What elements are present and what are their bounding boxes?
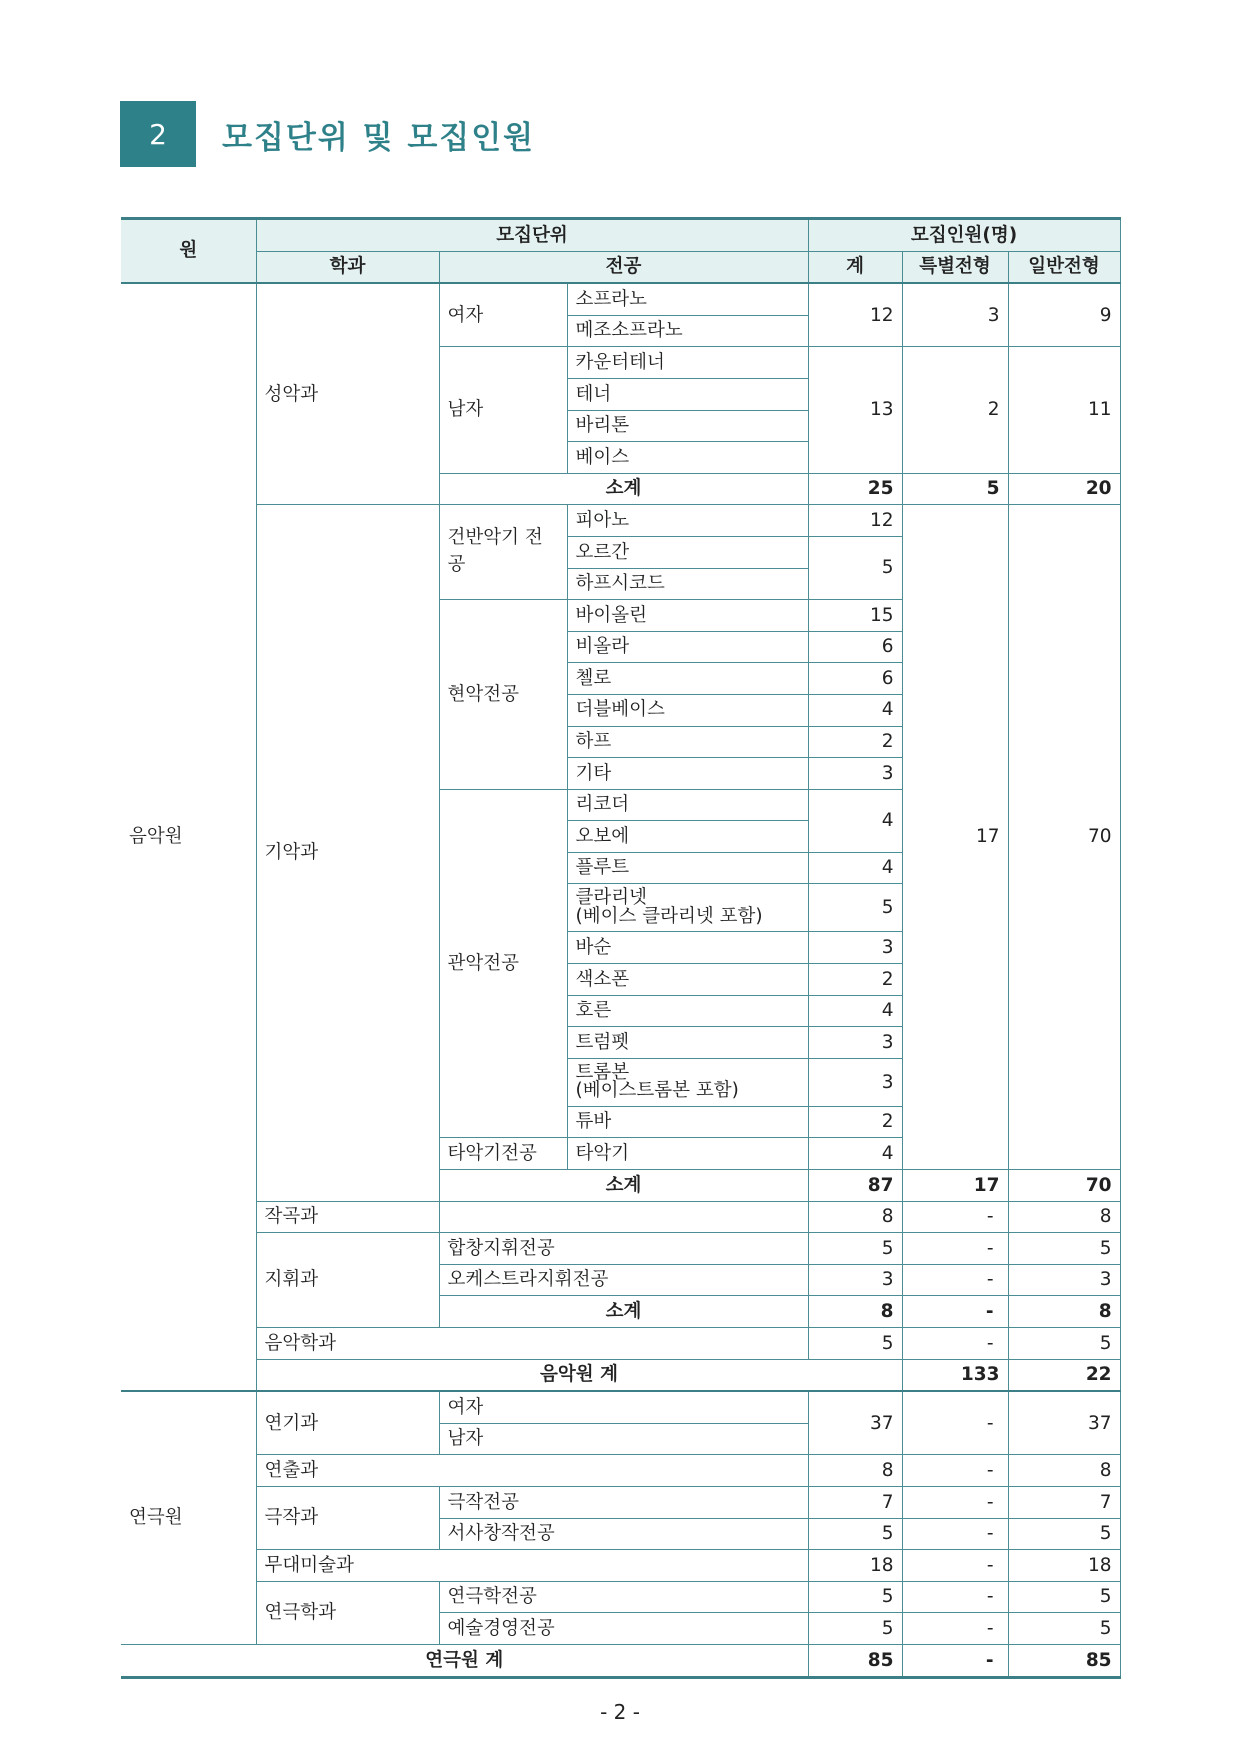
total-label: 음악원 계 bbox=[256, 1359, 902, 1391]
count-general: 5 bbox=[1008, 1328, 1120, 1360]
count-special: - bbox=[902, 1391, 1008, 1455]
count-special: - bbox=[902, 1644, 1008, 1677]
major-strings: 현악전공 bbox=[439, 600, 567, 790]
part-name: 오르간 bbox=[567, 536, 808, 568]
count-total: 12 bbox=[808, 505, 902, 537]
count-total: 85 bbox=[808, 1644, 902, 1677]
dept-directing: 연출과 bbox=[256, 1455, 808, 1487]
dept-musicology: 음악학과 bbox=[256, 1328, 808, 1360]
won-drama: 연극원 bbox=[121, 1391, 256, 1644]
count-general: 3 bbox=[1008, 1264, 1120, 1296]
part-name: 메조소프라노 bbox=[567, 315, 808, 347]
dept-instrumental: 기악과 bbox=[256, 505, 439, 1201]
major-name: 예술경영전공 bbox=[439, 1613, 808, 1645]
total-row bbox=[121, 1359, 1120, 1391]
table-row bbox=[121, 1201, 1120, 1233]
part-name: 기타 bbox=[567, 758, 808, 790]
count-general: 85 bbox=[1008, 1644, 1120, 1677]
count-special: - bbox=[902, 1455, 1008, 1487]
major-name: 연극학전공 bbox=[439, 1581, 808, 1613]
count-total: 4 bbox=[808, 694, 902, 726]
count-total: 4 bbox=[808, 789, 902, 852]
header-dept: 학과 bbox=[256, 251, 439, 283]
part-name: 첼로 bbox=[567, 663, 808, 695]
part-name: 트럼펫 bbox=[567, 1027, 808, 1059]
part-name: 오보에 bbox=[567, 821, 808, 853]
count-total: 3 bbox=[808, 1264, 902, 1296]
part-name: 베이스 bbox=[567, 442, 808, 474]
table-row bbox=[121, 1581, 1120, 1613]
subtotal-label: 소계 bbox=[439, 1296, 808, 1328]
part-name: 리코더 bbox=[567, 789, 808, 821]
part-main: 클라리넷 bbox=[575, 887, 647, 909]
part-name: 플루트 bbox=[567, 852, 808, 884]
table-row bbox=[121, 1486, 1120, 1518]
table-row bbox=[121, 1455, 1120, 1487]
table-row bbox=[121, 1391, 1120, 1423]
major-name: 서사창작전공 bbox=[439, 1518, 808, 1550]
count-total: 15 bbox=[808, 600, 902, 632]
section-number: 2 bbox=[120, 101, 196, 167]
dept-theatre: 연극학과 bbox=[256, 1581, 439, 1644]
major-name: 남자 bbox=[439, 1423, 808, 1455]
table-row bbox=[121, 505, 1120, 537]
count-total: 5 bbox=[808, 1613, 902, 1645]
major-keyboard: 건반악기 전공 bbox=[439, 505, 567, 600]
count-general: 8 bbox=[1008, 1296, 1120, 1328]
count-special: - bbox=[902, 1613, 1008, 1645]
count-special: 2 bbox=[902, 347, 1008, 473]
count-general: 37 bbox=[1008, 1391, 1120, 1455]
count-total: 3 bbox=[808, 1058, 902, 1106]
count-general: 20 bbox=[1008, 473, 1120, 505]
count-special: - bbox=[902, 1486, 1008, 1518]
count-general: 5 bbox=[1008, 1233, 1120, 1265]
count-total: 5 bbox=[808, 884, 902, 932]
table-row bbox=[121, 1328, 1120, 1360]
count-total: 3 bbox=[808, 932, 902, 964]
count-total: 12 bbox=[808, 283, 902, 347]
major-name: 극작전공 bbox=[439, 1486, 808, 1518]
count-total: 5 bbox=[808, 1233, 902, 1265]
header-total: 계 bbox=[808, 251, 902, 283]
count-special: 17 bbox=[902, 505, 1008, 1170]
count-special: - bbox=[902, 1328, 1008, 1360]
count-total: 25 bbox=[808, 473, 902, 505]
part-name: 바리톤 bbox=[567, 410, 808, 442]
subtotal-label: 소계 bbox=[439, 473, 808, 505]
part-name: 비올라 bbox=[567, 631, 808, 663]
part-main: 트롬본 bbox=[575, 1061, 630, 1083]
count-total: 5 bbox=[808, 1581, 902, 1613]
major-name: 오케스트라지휘전공 bbox=[439, 1264, 808, 1296]
count-special: - bbox=[902, 1550, 1008, 1582]
count-general: 5 bbox=[1008, 1581, 1120, 1613]
count-total: 5 bbox=[808, 536, 902, 599]
part-name: 하프시코드 bbox=[567, 568, 808, 600]
major-empty bbox=[439, 1201, 808, 1233]
header-won: 원 bbox=[121, 219, 256, 284]
table-row bbox=[121, 1550, 1120, 1582]
count-total: 8 bbox=[808, 1296, 902, 1328]
count-general: 11 bbox=[1008, 347, 1120, 473]
page-number: - 2 - bbox=[600, 1700, 640, 1724]
count-special: 5 bbox=[902, 473, 1008, 505]
part-name: 바순 bbox=[567, 932, 808, 964]
count-total: 4 bbox=[808, 1138, 902, 1170]
table-row bbox=[121, 1233, 1120, 1265]
major-percussion: 타악기전공 bbox=[439, 1138, 567, 1170]
count-total: 3 bbox=[808, 1027, 902, 1059]
part-name: 소프라노 bbox=[567, 283, 808, 315]
dept-acting: 연기과 bbox=[256, 1391, 439, 1455]
count-total: 7 bbox=[808, 1486, 902, 1518]
major-name: 합창지휘전공 bbox=[439, 1233, 808, 1265]
recruitment-table bbox=[121, 217, 1121, 1679]
part-name: 타악기 bbox=[567, 1138, 808, 1170]
count-total: 13 bbox=[808, 347, 902, 473]
part-name: 피아노 bbox=[567, 505, 808, 537]
count-total: 4 bbox=[808, 995, 902, 1027]
major-winds: 관악전공 bbox=[439, 789, 567, 1138]
count-general: 9 bbox=[1008, 283, 1120, 347]
count-total: 3 bbox=[808, 758, 902, 790]
major-name: 여자 bbox=[439, 1391, 808, 1423]
count-special: - bbox=[902, 1296, 1008, 1328]
part-name bbox=[567, 884, 808, 932]
part-note: (베이스 클라리넷 포함) bbox=[575, 905, 763, 927]
header-general: 일반전형 bbox=[1008, 251, 1120, 283]
count-special: - bbox=[902, 1201, 1008, 1233]
dept-vocal: 성악과 bbox=[256, 283, 439, 505]
dept-stage: 무대미술과 bbox=[256, 1550, 808, 1582]
total-label: 연극원 계 bbox=[121, 1644, 808, 1677]
part-name: 색소폰 bbox=[567, 964, 808, 996]
table-row bbox=[121, 283, 1120, 315]
part-name: 더블베이스 bbox=[567, 694, 808, 726]
count-general: 5 bbox=[1008, 1518, 1120, 1550]
count-total: 8 bbox=[808, 1201, 902, 1233]
count-special: 17 bbox=[902, 1170, 1008, 1202]
part-name: 튜바 bbox=[567, 1106, 808, 1138]
header-major: 전공 bbox=[439, 251, 808, 283]
count-special: - bbox=[902, 1264, 1008, 1296]
part-name: 바이올린 bbox=[567, 600, 808, 632]
subtotal-label: 소계 bbox=[439, 1170, 808, 1202]
count-general: 70 bbox=[1008, 505, 1120, 1170]
header-unit: 모집단위 bbox=[256, 219, 808, 252]
count-total: 2 bbox=[808, 1106, 902, 1138]
count-total: 2 bbox=[808, 964, 902, 996]
count-total: 8 bbox=[808, 1455, 902, 1487]
dept-composition: 작곡과 bbox=[256, 1201, 439, 1233]
count-general: 5 bbox=[1008, 1613, 1120, 1645]
header-row-2 bbox=[121, 251, 1120, 283]
count-special: 3 bbox=[902, 283, 1008, 347]
section-title: 모집단위 및 모집인원 bbox=[222, 120, 536, 156]
count-general: 70 bbox=[1008, 1170, 1120, 1202]
count-total: 5 bbox=[808, 1518, 902, 1550]
part-name: 테너 bbox=[567, 378, 808, 410]
dept-playwriting: 극작과 bbox=[256, 1486, 439, 1549]
count-total: 6 bbox=[808, 631, 902, 663]
part-name: 호른 bbox=[567, 995, 808, 1027]
part-name: 카운터테너 bbox=[567, 347, 808, 379]
count-special: 22 bbox=[1008, 1359, 1120, 1391]
won-music: 음악원 bbox=[121, 283, 256, 1391]
count-general: 8 bbox=[1008, 1201, 1120, 1233]
count-total: 6 bbox=[808, 663, 902, 695]
vocal-female: 여자 bbox=[439, 283, 567, 347]
total-row bbox=[121, 1644, 1120, 1677]
count-special: - bbox=[902, 1518, 1008, 1550]
count-general: 7 bbox=[1008, 1486, 1120, 1518]
part-note: (베이스트롬본 포함) bbox=[575, 1080, 739, 1102]
count-total: 18 bbox=[808, 1550, 902, 1582]
header-special: 특별전형 bbox=[902, 251, 1008, 283]
count-total: 5 bbox=[808, 1328, 902, 1360]
count-special: - bbox=[902, 1581, 1008, 1613]
count-total: 37 bbox=[808, 1391, 902, 1455]
header-count: 모집인원(명) bbox=[808, 219, 1120, 252]
count-total: 2 bbox=[808, 726, 902, 758]
count-general: 18 bbox=[1008, 1550, 1120, 1582]
vocal-male: 남자 bbox=[439, 347, 567, 473]
count-total: 133 bbox=[902, 1359, 1008, 1391]
part-name bbox=[567, 1058, 808, 1106]
dept-conducting: 지휘과 bbox=[256, 1233, 439, 1328]
count-general: 8 bbox=[1008, 1455, 1120, 1487]
count-total: 4 bbox=[808, 852, 902, 884]
count-special: - bbox=[902, 1233, 1008, 1265]
count-total: 87 bbox=[808, 1170, 902, 1202]
part-name: 하프 bbox=[567, 726, 808, 758]
header-row-1 bbox=[121, 219, 1120, 252]
